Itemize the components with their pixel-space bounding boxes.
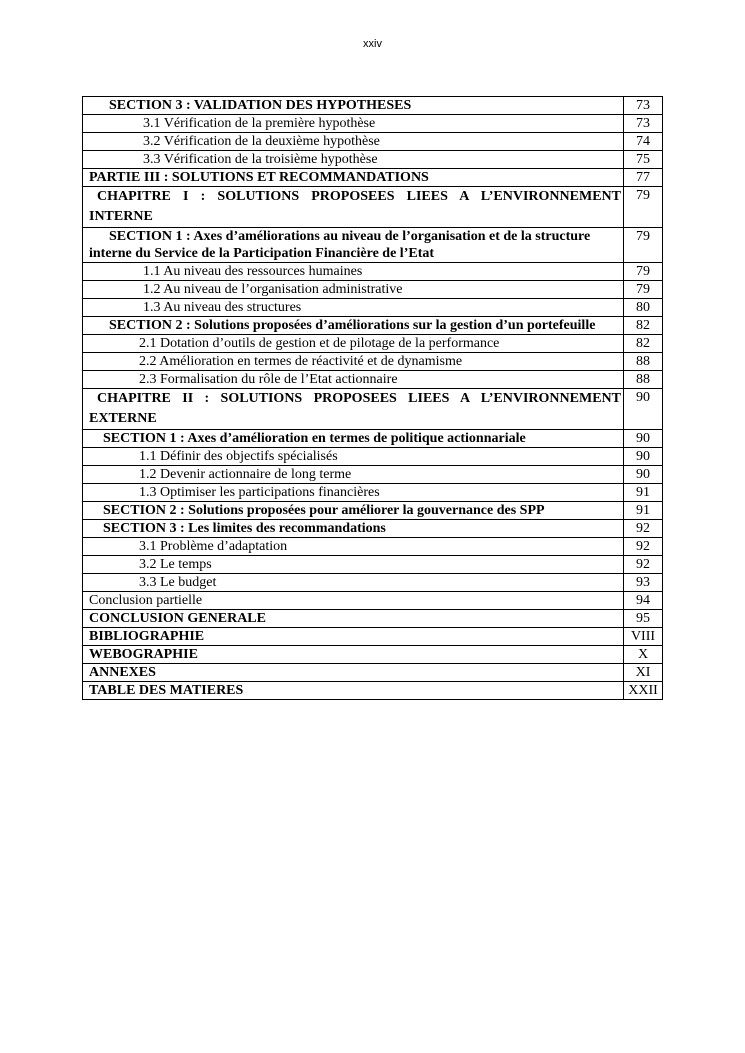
toc-row (83, 299, 663, 317)
toc-entry-page: 90 (624, 448, 663, 466)
toc-row (83, 664, 663, 682)
toc-entry-page: 88 (624, 353, 663, 371)
toc-entry-title: 3.2 Le temps (83, 556, 624, 574)
toc-entry-title: 2.3 Formalisation du rôle de l’Etat actionnaire (83, 371, 624, 389)
toc-row (83, 430, 663, 448)
page-number: xxiv (363, 38, 382, 50)
table-of-contents (82, 96, 663, 700)
toc-entry-title (83, 389, 624, 430)
toc-entry-title-text: CHAPITRE I : SOLUTIONS PROPOSEES LIEES A L’ENVIRONNEMENT INTERNE (89, 189, 621, 224)
toc-entry-page: 95 (624, 610, 663, 628)
toc-entry-title: Conclusion partielle (83, 592, 624, 610)
toc-row (83, 169, 663, 187)
toc-entry-page: 74 (624, 133, 663, 151)
toc-entry-page: 92 (624, 538, 663, 556)
toc-entry-title: 3.1 Vérification de la première hypothèse (83, 115, 624, 133)
toc-entry-page: 92 (624, 556, 663, 574)
toc-entry-title: 2.2 Amélioration en termes de réactivité et de dynamisme (83, 353, 624, 371)
toc-row (83, 466, 663, 484)
toc-entry-page: X (624, 646, 663, 664)
toc-entry-page: 73 (624, 97, 663, 115)
toc-row (83, 556, 663, 574)
toc-row (83, 151, 663, 169)
toc-entry-title: PARTIE III : SOLUTIONS ET RECOMMANDATIONS (83, 169, 624, 187)
toc-entry-page: 79 (624, 281, 663, 299)
toc-entry-title: 1.2 Au niveau de l’organisation administrative (83, 281, 624, 299)
toc-entry-title-text: SECTION 1 : Axes d’améliorations au niveau de l’organisation et de la structure interne du Service de la Participation Financière de l’Etat (89, 229, 591, 261)
toc-entry-page: 90 (624, 466, 663, 484)
toc-entry-page: 91 (624, 502, 663, 520)
toc-row (83, 228, 663, 263)
toc-row (83, 263, 663, 281)
toc-entry-title: ANNEXES (83, 664, 624, 682)
toc-row (83, 281, 663, 299)
toc-entry-page: 79 (624, 187, 663, 228)
toc-row (83, 484, 663, 502)
toc-row (83, 389, 663, 430)
toc-entry-title: 3.2 Vérification de la deuxième hypothèse (83, 133, 624, 151)
toc-body (83, 97, 663, 700)
toc-row (83, 335, 663, 353)
toc-entry-title: SECTION 3 : VALIDATION DES HYPOTHESES (83, 97, 624, 115)
toc-entry-page: 73 (624, 115, 663, 133)
toc-entry-page: 90 (624, 430, 663, 448)
toc-entry-title: 1.1 Au niveau des ressources humaines (83, 263, 624, 281)
toc-entry-page: 77 (624, 169, 663, 187)
toc-entry-page: 94 (624, 592, 663, 610)
toc-entry-page: 90 (624, 389, 663, 430)
toc-row (83, 520, 663, 538)
toc-row (83, 187, 663, 228)
toc-entry-title: SECTION 1 : Axes d’amélioration en termes de politique actionnariale (83, 430, 624, 448)
toc-row (83, 574, 663, 592)
toc-entry-page: 82 (624, 317, 663, 335)
toc-entry-title: 3.3 Le budget (83, 574, 624, 592)
toc-row (83, 115, 663, 133)
toc-entry-page: 80 (624, 299, 663, 317)
toc-entry-page: 75 (624, 151, 663, 169)
toc-row (83, 317, 663, 335)
toc-entry-title: SECTION 2 : Solutions proposées pour améliorer la gouvernance des SPP (83, 502, 624, 520)
toc-entry-page: 91 (624, 484, 663, 502)
toc-row (83, 610, 663, 628)
toc-entry-title: WEBOGRAPHIE (83, 646, 624, 664)
toc-entry-page: VIII (624, 628, 663, 646)
toc-entry-page: XXII (624, 682, 663, 700)
toc-row (83, 682, 663, 700)
toc-entry-title: TABLE DES MATIERES (83, 682, 624, 700)
toc-row (83, 592, 663, 610)
toc-entry-title: 3.1 Problème d’adaptation (83, 538, 624, 556)
toc-entry-title-text: CHAPITRE II : SOLUTIONS PROPOSEES LIEES A L’ENVIRONNEMENT EXTERNE (89, 391, 621, 426)
toc-row (83, 353, 663, 371)
toc-row (83, 538, 663, 556)
toc-entry-page: XI (624, 664, 663, 682)
toc-entry-title (83, 228, 624, 263)
toc-row (83, 502, 663, 520)
toc-row (83, 371, 663, 389)
toc-row (83, 448, 663, 466)
toc-entry-title (83, 187, 624, 228)
toc-entry-page: 92 (624, 520, 663, 538)
toc-entry-title: 2.1 Dotation d’outils de gestion et de pilotage de la performance (83, 335, 624, 353)
toc-row (83, 97, 663, 115)
toc-entry-title: 1.3 Optimiser les participations financières (83, 484, 624, 502)
toc-entry-title: BIBLIOGRAPHIE (83, 628, 624, 646)
toc-entry-title: 3.3 Vérification de la troisième hypothèse (83, 151, 624, 169)
toc-entry-title: 1.1 Définir des objectifs spécialisés (83, 448, 624, 466)
toc-entry-page: 79 (624, 263, 663, 281)
toc-row (83, 646, 663, 664)
toc-row (83, 628, 663, 646)
toc-entry-title: 1.3 Au niveau des structures (83, 299, 624, 317)
toc-entry-title: SECTION 3 : Les limites des recommandations (83, 520, 624, 538)
toc-row (83, 133, 663, 151)
toc-entry-title: CONCLUSION GENERALE (83, 610, 624, 628)
toc-entry-title: 1.2 Devenir actionnaire de long terme (83, 466, 624, 484)
toc-entry-page: 79 (624, 228, 663, 263)
toc-entry-page: 88 (624, 371, 663, 389)
toc-entry-title-text: SECTION 2 : Solutions proposées d’améliorations sur la gestion d’un portefeuille (109, 318, 596, 333)
toc-entry-page: 93 (624, 574, 663, 592)
toc-entry-page: 82 (624, 335, 663, 353)
toc-entry-title (83, 317, 624, 335)
